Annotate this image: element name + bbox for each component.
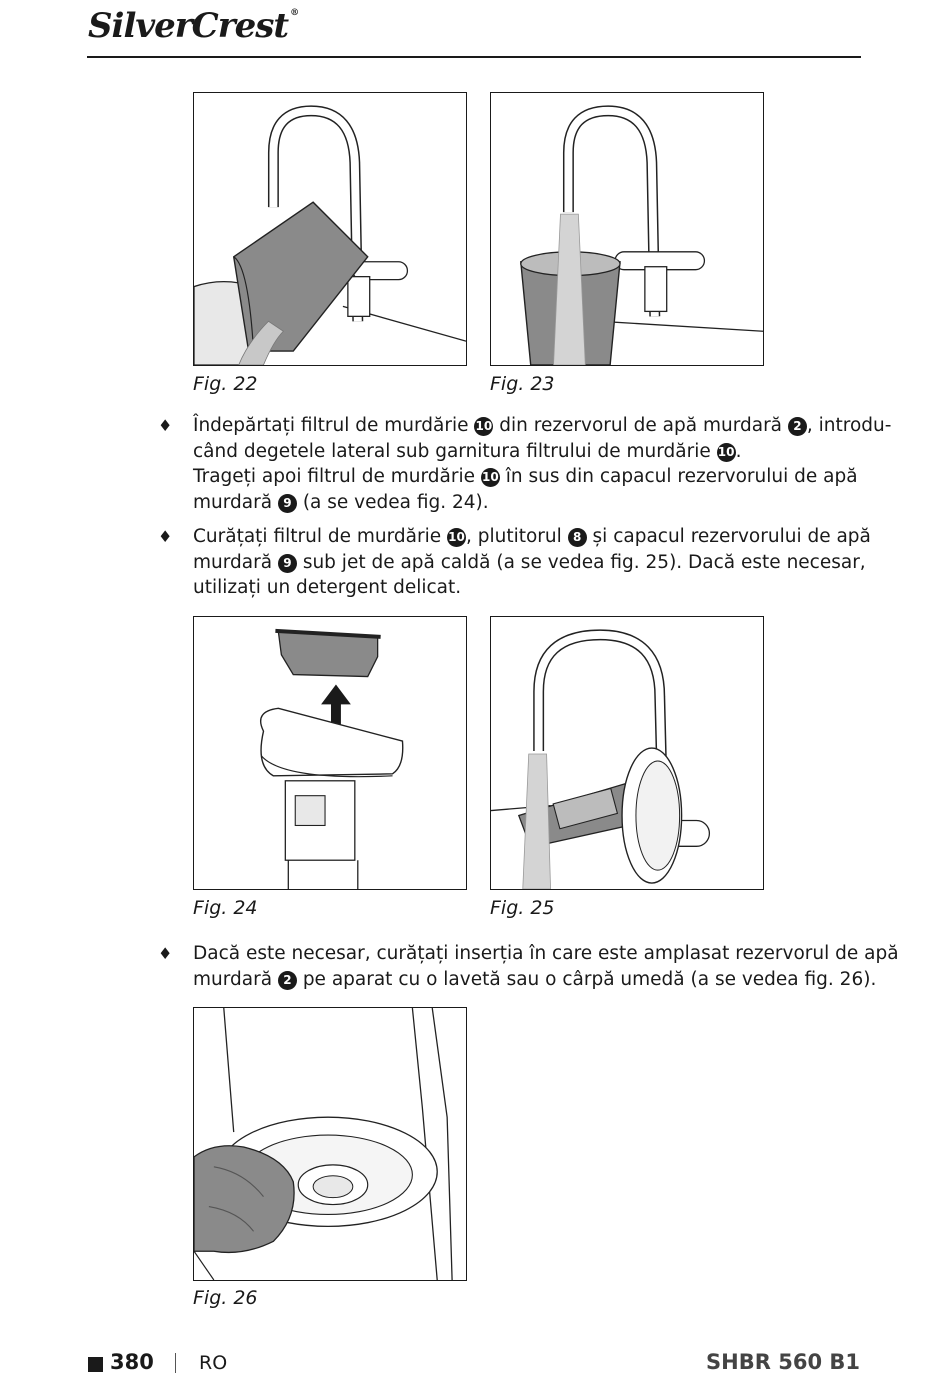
figure-26-image bbox=[193, 1007, 467, 1281]
figure-24-image bbox=[193, 616, 467, 890]
instruction-clean-insert bbox=[158, 941, 899, 993]
text-segment: în sus din capacul rezervorului de apă bbox=[499, 466, 858, 487]
text-segment: Curățați filtrul de murdărie bbox=[193, 526, 447, 547]
text-segment: Dacă este necesar, curățați inserția în care este amplasat rezervorul de apă bbox=[193, 943, 899, 964]
text-segment: Îndepărtați filtrul de murdărie bbox=[193, 415, 475, 436]
figure-26-caption: Fig. 26 bbox=[193, 1287, 258, 1309]
page-marker-square bbox=[88, 1357, 103, 1372]
figure-25-caption: Fig. 25 bbox=[490, 897, 555, 919]
part-number-badge: 10 bbox=[481, 468, 500, 487]
text-line bbox=[193, 967, 877, 993]
text-segment: murdară bbox=[193, 551, 278, 573]
part-number-badge: 10 bbox=[474, 417, 493, 436]
brand-logo: SilverCrest ® bbox=[88, 6, 299, 46]
text-line bbox=[193, 575, 858, 601]
bullet-text bbox=[193, 941, 899, 992]
text-segment: murdară bbox=[193, 968, 278, 990]
part-number-badge: 2 bbox=[788, 417, 807, 436]
part-number-badge: 9 bbox=[278, 494, 297, 513]
bullet-text bbox=[193, 524, 871, 601]
page-number: 380 bbox=[110, 1350, 154, 1374]
figure-22-caption: Fig. 22 bbox=[193, 373, 258, 395]
text-line bbox=[193, 490, 858, 516]
part-number-badge: 2 bbox=[278, 971, 297, 990]
header-rule bbox=[87, 56, 861, 58]
part-number-badge: 9 bbox=[278, 554, 297, 573]
figure-23-caption: Fig. 23 bbox=[490, 373, 555, 395]
part-number-badge: 10 bbox=[447, 528, 466, 547]
text-segment: pe aparat cu o lavetă sau o cârpă umedă (a se vedea fig. 26). bbox=[296, 968, 877, 990]
text-segment: , plutitorul bbox=[465, 526, 568, 547]
text-segment: Trageți apoi filtrul de murdărie bbox=[193, 466, 481, 487]
text-line bbox=[193, 941, 899, 967]
part-number-badge: 8 bbox=[568, 528, 587, 547]
text-segment: . bbox=[735, 440, 742, 462]
text-line bbox=[193, 413, 892, 439]
figure-23-image bbox=[490, 92, 764, 366]
text-segment: sub jet de apă caldă (a se vedea fig. 25). Dacă este necesar, bbox=[296, 551, 866, 573]
text-segment: când degetele lateral sub garnitura filtrului de murdărie bbox=[193, 440, 717, 462]
part-number-badge: 10 bbox=[717, 443, 736, 462]
figure-24-caption: Fig. 24 bbox=[193, 897, 258, 919]
model-number: SHBR 560 B1 bbox=[706, 1350, 860, 1374]
text-segment: și capacul rezervorului de apă bbox=[586, 526, 871, 547]
text-segment: (a se vedea fig. 24). bbox=[296, 491, 489, 513]
language-code: RO bbox=[199, 1352, 228, 1374]
footer-separator bbox=[175, 1353, 176, 1373]
text-line bbox=[193, 550, 866, 576]
bullet-diamond-icon: ♦ bbox=[158, 944, 173, 963]
text-segment: murdară bbox=[193, 491, 278, 513]
text-line bbox=[193, 464, 858, 490]
text-line bbox=[193, 439, 858, 465]
page-footer bbox=[0, 1350, 950, 1380]
bullet-diamond-icon: ♦ bbox=[158, 527, 173, 546]
text-line bbox=[193, 524, 871, 550]
text-segment: din rezervorul de apă murdară bbox=[493, 415, 788, 436]
instruction-remove-filter bbox=[158, 413, 892, 517]
bullet-text bbox=[193, 413, 892, 515]
figure-22-image bbox=[193, 92, 467, 366]
instruction-clean-parts bbox=[158, 524, 871, 602]
text-segment: utilizați un detergent delicat. bbox=[193, 577, 462, 598]
figure-25-image bbox=[490, 616, 764, 890]
bullet-diamond-icon: ♦ bbox=[158, 416, 173, 435]
text-segment: , introdu- bbox=[806, 415, 892, 436]
